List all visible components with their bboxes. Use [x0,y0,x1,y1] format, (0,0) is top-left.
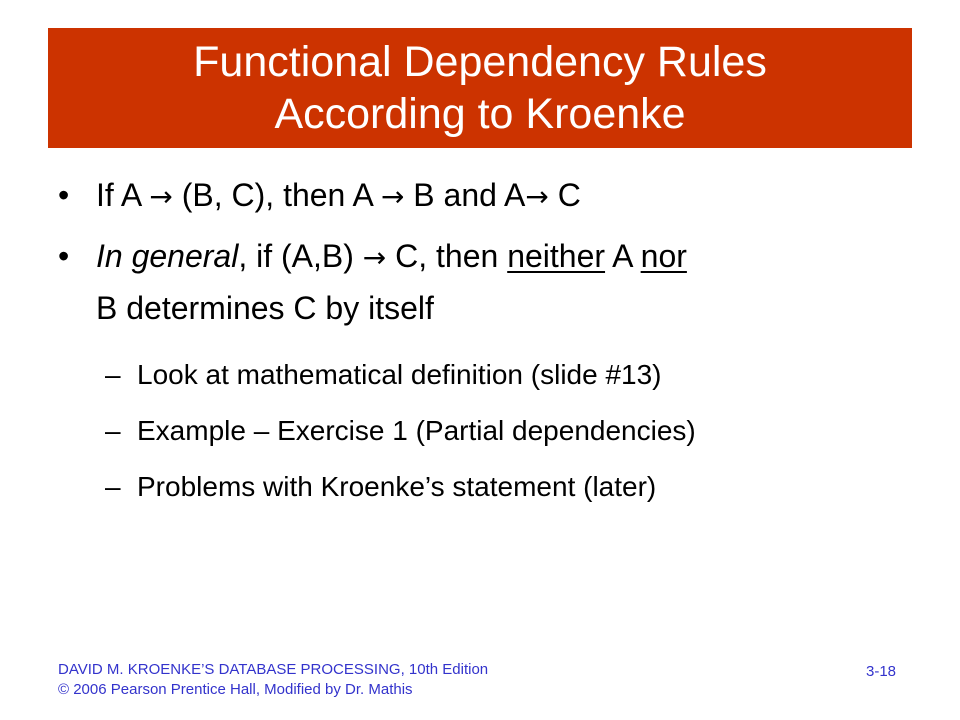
bullet-1-part1: If A [96,177,150,213]
bullet-list [56,170,926,333]
slide-number: 3-18 [866,663,897,680]
bullet-2-italic: In general [96,238,239,274]
bullet-1-part4: C [548,177,581,213]
bullet-2-underline-neither: neither [507,238,606,274]
bullet-2-part1: , if (A,B) [238,238,363,274]
sub-marker: – [105,359,121,390]
bullet-1-part3: B and A [404,177,526,213]
bullet-2-part3: A [605,238,641,274]
bullet-2-part2: C, then [386,238,508,274]
bullet-2-text-line1 [96,231,926,283]
bullet-1-text [96,170,926,222]
title-banner [48,28,912,148]
sub-item [105,459,696,515]
sub-marker: – [105,471,121,502]
footer-line1: DAVID M. KROENKE’S DATABASE PROCESSING, 10th Edition [58,661,489,678]
sub-item-text: Example – Exercise 1 (Partial dependencies) [137,415,696,446]
bullet-1-part2: (B, C), then A [172,177,381,213]
bullet-marker: • [58,238,70,274]
sub-marker: – [105,415,121,446]
right-arrow-icon: → [362,241,387,274]
slide-title [193,36,767,140]
sub-item-text: Problems with Kroenke’s statement (later) [137,471,657,502]
slide-title-line2: According to Kroenke [274,90,686,138]
right-arrow-icon: → [380,180,405,213]
footer-line2: © 2006 Pearson Prentice Hall, Modified by Dr. Mathis [58,681,413,698]
footer-credit [58,660,488,700]
bullet-2-underline-nor: nor [640,238,687,274]
slide-title-line1: Functional Dependency Rules [193,38,767,86]
bullet-marker: • [58,177,70,213]
right-arrow-icon: → [525,180,549,213]
right-arrow-icon: → [149,180,173,213]
sub-item-text: Look at mathematical definition (slide #13) [137,359,662,390]
sub-bullet-list [105,347,696,515]
sub-item [105,347,696,403]
bullet-item-2 [56,231,926,333]
sub-item [105,403,696,459]
bullet-item-1 [56,170,926,222]
bullet-2-text-line2: B determines C by itself [96,290,434,326]
